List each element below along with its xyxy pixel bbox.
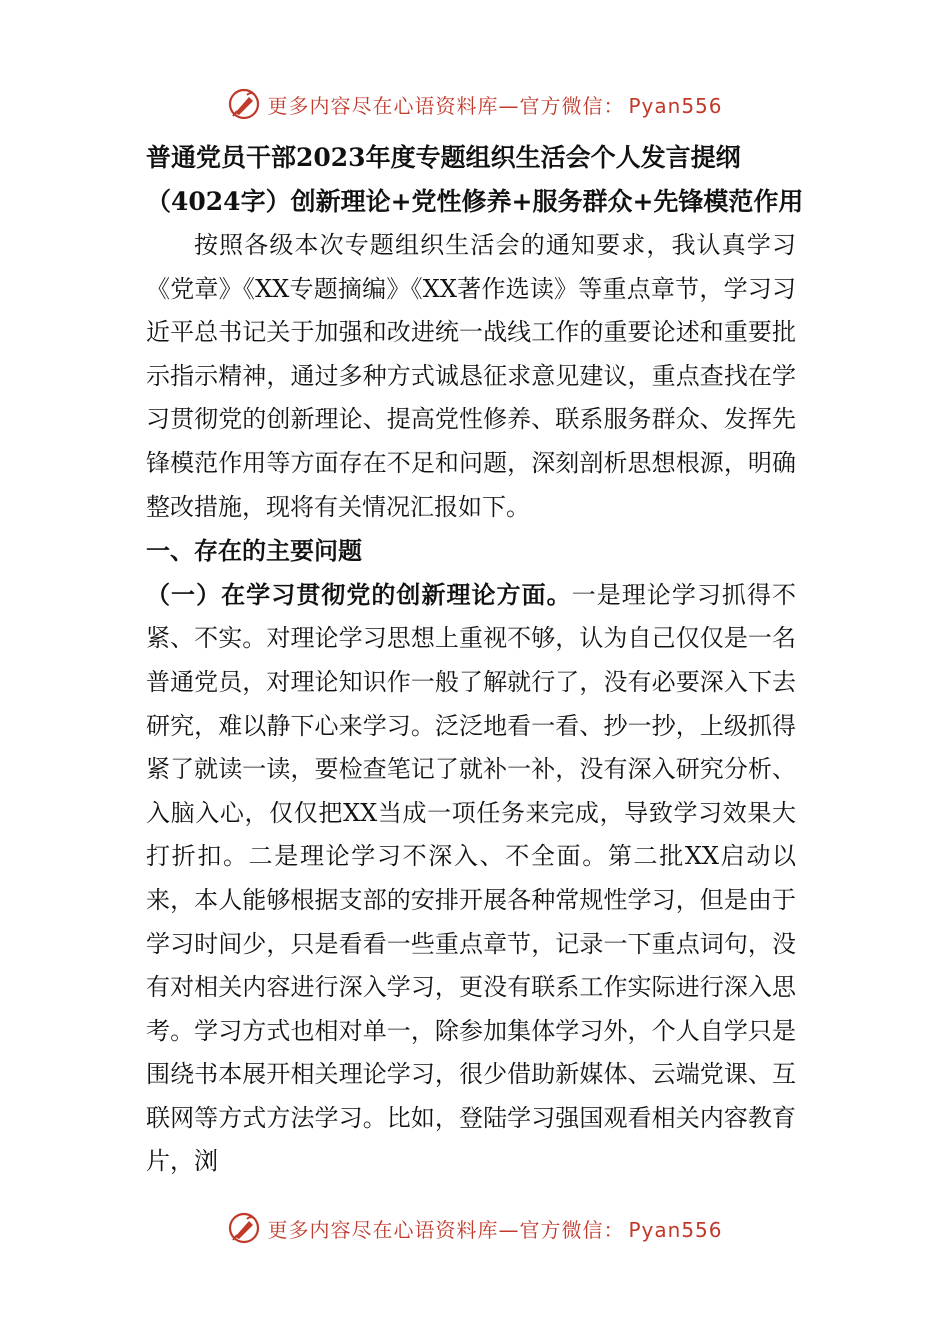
document-title-line2: （4024字）创新理论+党性修养+服务群众+先锋模范作用 xyxy=(146,187,804,216)
subsection-lead: （一）在学习贯彻党的创新理论方面。 xyxy=(146,579,572,609)
intro-paragraph: 按照各级本次专题组织生活会的通知要求，我认真学习《党章》《XX专题摘编》《XX著作选读》等重点章节，学习习近平总书记关于加强和改进统一战线工作的重要论述和重要批示指示精神，通过多种方式诚恳征求意见建议，重点查找在学习贯彻党的创新理论、提高党性修养、联系服务群众、发挥先锋模范作用等方面存在不足和问题，深刻剖析思想根源，明确整改措施，现将有关情况汇报如下。 xyxy=(146,231,796,521)
watermark-account: Pyan556 xyxy=(628,93,723,118)
pen-nib-logo-icon xyxy=(227,1211,261,1245)
watermark-footer xyxy=(0,1208,950,1248)
subsection-body: 一是理论学习抓得不紧、不实。对理论学习思想上重视不够，认为自己仅仅是一名普通党员，对理论知识作一般了解就行了，没有必要深入下去研究，难以静下心来学习。泛泛地看一看、抄一抄，上级抓得紧了就读一读，要检查笔记了就补一补，没有深入研究分析、入脑入心，仅仅把XX当成一项任务来完成，导致学习效果大打折扣。二是理论学习不深入、不全面。第二批XX启动以来，本人能够根据支部的安排开展各种常规性学习，但是由于学习时间少，只是看看一些重点章节，记录一下重点词句，没有对相关内容进行深入学习，更没有联系工作实际进行深入思考。学习方式也相对单一，除参加集体学习外，个人自学只是围绕书本展开相关理论学习，很少借助新媒体、云端党课、互联网等方式方法学习。比如，登陆学习强国观看相关内容教育片，浏 xyxy=(146,580,797,1176)
section-heading: 一、存在的主要问题 xyxy=(146,536,362,566)
watermark-text: 更多内容尽在心语资料库—官方微信： xyxy=(267,1217,625,1242)
watermark-header xyxy=(0,84,950,124)
document-title-line1: 普通党员干部2023年度专题组织生活会个人发言提纲 xyxy=(146,143,741,172)
pen-nib-logo-icon xyxy=(227,87,261,121)
watermark-text: 更多内容尽在心语资料库—官方微信： xyxy=(267,93,625,118)
document-body xyxy=(146,136,804,1184)
watermark-account: Pyan556 xyxy=(628,1217,723,1242)
subsection-paragraph xyxy=(146,573,796,1184)
